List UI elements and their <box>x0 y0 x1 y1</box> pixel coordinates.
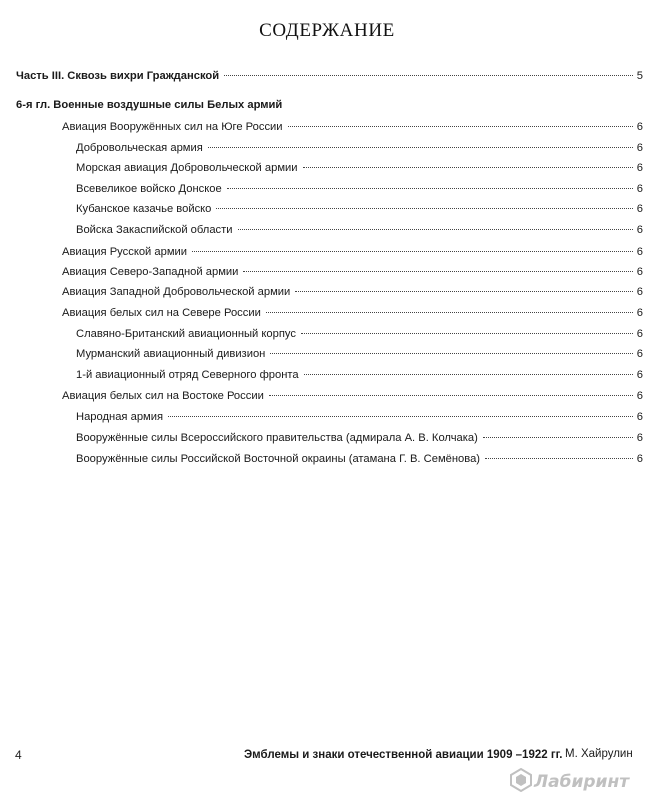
toc-entry-label: Авиация белых сил на Севере России <box>62 307 261 319</box>
toc-entry <box>76 199 643 219</box>
toc-entry-page-number: 6 <box>636 183 643 195</box>
toc-entry-page-number: 6 <box>636 411 643 423</box>
toc-entry <box>76 365 643 385</box>
page-title: СОДЕРЖАНИЕ <box>259 20 395 41</box>
toc-dot-leader <box>483 437 633 438</box>
toc-dot-leader <box>266 312 633 313</box>
toc-dot-leader <box>295 291 632 292</box>
toc-dot-leader <box>224 75 633 76</box>
toc-entry-label: Авиация Западной Добровольческой армии <box>62 286 291 298</box>
toc-entry-page-number: 5 <box>636 70 643 82</box>
toc-dot-leader <box>301 333 633 334</box>
toc-dot-leader <box>243 271 632 272</box>
toc-entry <box>76 324 643 344</box>
toc-entry <box>62 262 643 282</box>
toc-entry-page-number: 6 <box>636 266 643 278</box>
toc-entry-page-number: 6 <box>636 307 643 319</box>
toc-entry-label: Вооружённые силы Российской Восточной окраины (атамана Г. В. Семёнова) <box>76 453 481 465</box>
toc-dot-leader <box>192 251 633 252</box>
toc-entry-label: 1-й авиационный отряд Северного фронта <box>76 369 299 381</box>
toc-dot-leader <box>269 395 633 396</box>
toc-entry <box>76 138 643 158</box>
footer-page-number: 4 <box>15 748 22 762</box>
toc-dot-leader <box>270 353 632 354</box>
toc-entry <box>62 303 643 323</box>
toc-entry-label: Добровольческая армия <box>76 142 203 154</box>
toc-entry <box>62 242 643 262</box>
watermark <box>510 768 629 796</box>
toc-entry-page-number: 6 <box>636 142 643 154</box>
toc-entry <box>76 428 643 448</box>
toc-dot-leader <box>288 126 633 127</box>
toc-entry <box>76 449 643 469</box>
toc-entry <box>76 220 643 240</box>
toc-entry <box>16 66 643 86</box>
toc-dot-leader <box>304 374 633 375</box>
toc-entry-page-number: 6 <box>636 390 643 402</box>
toc-entry <box>76 407 643 427</box>
toc-dot-leader <box>227 188 633 189</box>
toc-entry <box>16 95 643 115</box>
toc-entry-page-number: 6 <box>636 286 643 298</box>
toc-entry-label: Народная армия <box>76 411 164 423</box>
watermark-text: Лабиринт <box>534 772 630 792</box>
footer-book-title: Эмблемы и знаки отечественной авиации 1909 –1922 гг. <box>244 749 563 761</box>
toc-entry-label: Вооружённые силы Всероссийского правительства (адмирала А. В. Колчака) <box>76 432 478 444</box>
toc-dot-leader <box>168 416 633 417</box>
toc-entry-label: Кубанское казачье войско <box>76 203 212 215</box>
toc-entry-page-number: 6 <box>636 121 643 133</box>
toc-entry <box>76 344 643 364</box>
toc-entry <box>62 117 643 137</box>
toc-entry-page-number: 6 <box>636 246 643 258</box>
toc-entry-page-number: 6 <box>636 224 643 236</box>
toc-entry-label: Авиация Вооружённых сил на Юге России <box>62 121 283 133</box>
footer-author: М. Хайрулин <box>565 748 633 760</box>
toc-entry <box>62 386 643 406</box>
toc-entry <box>62 282 643 302</box>
toc-dot-leader <box>216 208 632 209</box>
toc-entry-page-number: 6 <box>636 328 643 340</box>
toc-entry-label: Мурманский авиационный дивизион <box>76 348 266 360</box>
toc-entry-page-number: 6 <box>636 453 643 465</box>
toc-entry-label: Войска Закаспийской области <box>76 224 233 236</box>
toc-entry-label: Всевеликое войско Донское <box>76 183 222 195</box>
toc-entry-label: Авиация Северо-Западной армии <box>62 266 239 278</box>
toc-entry-label: Морская авиация Добровольческой армии <box>76 162 298 174</box>
toc-entry-label: Авиация Русской армии <box>62 246 188 258</box>
toc-entry-page-number: 6 <box>636 203 643 215</box>
toc-dot-leader <box>485 458 633 459</box>
toc-entry-page-number: 6 <box>636 162 643 174</box>
toc-dot-leader <box>238 229 633 230</box>
toc-entry-label: Славяно-Британский авиационный корпус <box>76 328 296 340</box>
toc-entry-page-number: 6 <box>636 369 643 381</box>
toc-entry-label: Авиация белых сил на Востоке России <box>62 390 264 402</box>
labirint-logo-icon <box>510 768 532 797</box>
toc-entry <box>76 179 643 199</box>
toc-dot-leader <box>208 147 633 148</box>
toc-entry <box>76 158 643 178</box>
toc-entry-page-number: 6 <box>636 348 643 360</box>
toc-entry-label: 6-я гл. Военные воздушные силы Белых армий <box>16 99 283 111</box>
toc-entry-label: Часть III. Сквозь вихри Гражданской <box>16 70 220 82</box>
toc-dot-leader <box>303 167 633 168</box>
toc-entry-page-number: 6 <box>636 432 643 444</box>
